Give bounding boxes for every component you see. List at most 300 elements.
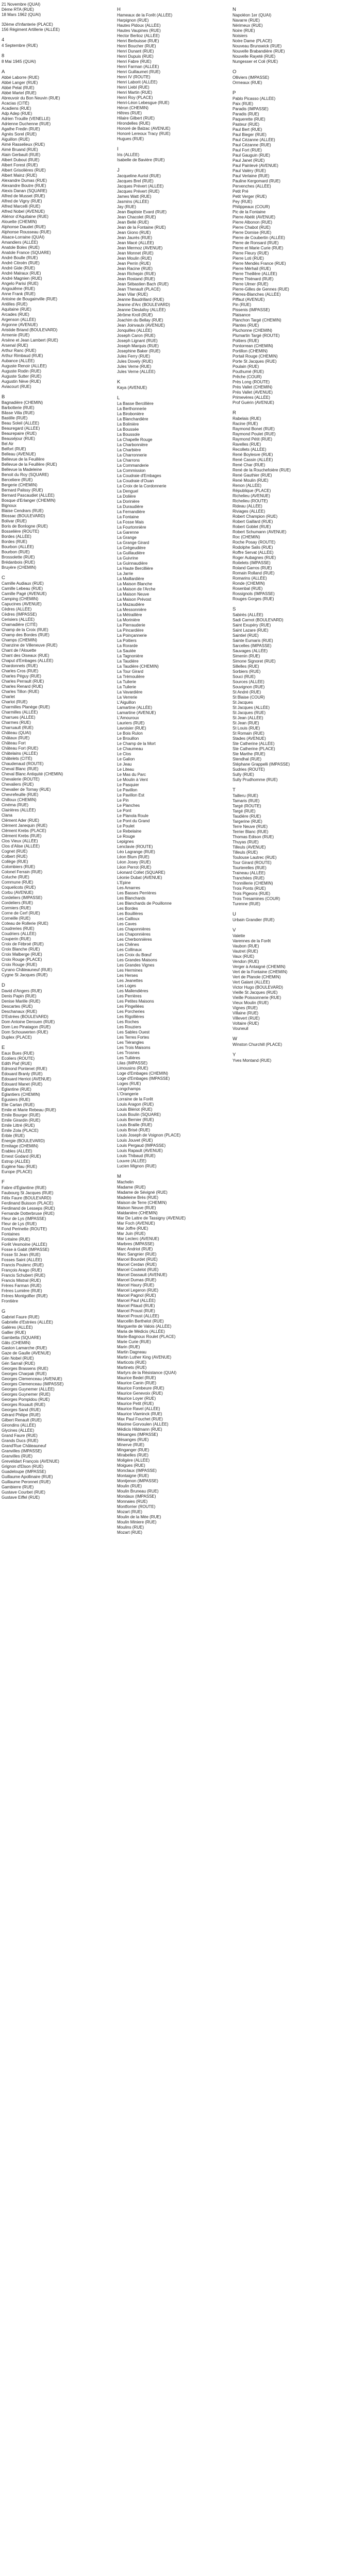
street-entry: Beau Soleil (ALLÉE) bbox=[2, 421, 39, 426]
street-entry: Madeleine Brès (RUE) bbox=[117, 1195, 159, 1200]
street-entry: Roland Garros (RUE) bbox=[233, 566, 272, 570]
street-entry: Marc Andriot (RUE) bbox=[117, 1247, 153, 1251]
section-letter-m: M bbox=[117, 1174, 121, 1179]
street-entry: Colombiers (RUE) bbox=[2, 865, 35, 869]
street-entry: La Tuilerie bbox=[117, 685, 136, 689]
street-entry: Paul Cézanne (RUE) bbox=[233, 143, 271, 147]
street-entry: Montaigne (RUE) bbox=[117, 1473, 149, 1478]
street-entry: Grands Ducs (RUE) bbox=[2, 1438, 39, 1443]
street-entry: Marcel Coutelot (RUE) bbox=[117, 1267, 159, 1272]
street-entry: Léonie Dubat (AVENUE) bbox=[117, 875, 162, 880]
street-entry: Stéphane Grappelli (IMPASSE) bbox=[233, 762, 290, 767]
street-entry: Le Rebelaine bbox=[117, 829, 142, 834]
street-entry: Jean Jaurès (RUE) bbox=[117, 235, 153, 240]
street-entry: Louis Jouvet (RUE) bbox=[117, 1138, 153, 1143]
street-entry: Rabelais (RUE) bbox=[233, 416, 261, 421]
street-entry: Le Champ de la Mort bbox=[117, 741, 156, 746]
street-entry: Aquitaine (RUE) bbox=[2, 307, 31, 312]
street-entry: Les Rouziers bbox=[117, 1025, 141, 1029]
street-entry: Fond Perinette (ROUTE) bbox=[2, 1227, 47, 1231]
street-entry: Léo Lagrange (RUE) bbox=[117, 850, 155, 854]
street-entry: La Bolinière bbox=[117, 422, 139, 427]
street-entry: Marcellin Berthelot (RUE) bbox=[117, 1319, 164, 1324]
street-entry: La Basse Bercillière bbox=[117, 401, 154, 406]
street-entry: Pierre Chabot (RUE) bbox=[233, 225, 271, 230]
street-entry: Maison Neuve (RUE) bbox=[117, 1206, 156, 1210]
street-entry: Mésanges (IMPASSE) bbox=[117, 1432, 158, 1437]
street-entry: La Pierrauderie bbox=[117, 623, 145, 628]
street-entry: Pierre-Gilles de Gennes (RUE) bbox=[233, 287, 289, 292]
street-entry: Frères Lumière (RUE) bbox=[2, 1289, 42, 1293]
street-entry: Faubourg St Jacques (RUE) bbox=[2, 1191, 54, 1195]
street-entry: Cormiers (RUE) bbox=[2, 906, 31, 910]
street-entry: Riviages (ALLÉE) bbox=[233, 509, 266, 514]
street-entry: La Charbière bbox=[117, 448, 141, 452]
street-entry: Racine (RUE) bbox=[233, 421, 258, 426]
street-entry: Moigues (RUE) bbox=[117, 1463, 145, 1468]
street-entry: Augustin Nève (RUE) bbox=[2, 379, 41, 384]
street-entry: René Char (RUE) bbox=[233, 463, 266, 467]
street-entry: Rouges Gorges (RUE) bbox=[233, 597, 274, 601]
street-entry: André Malraux (RUE) bbox=[2, 271, 41, 276]
street-entry: Bagnadière (CHEMIN) bbox=[2, 400, 43, 405]
street-entry: Henri Roy (PLACE) bbox=[117, 95, 153, 100]
street-entry: Les Chênes bbox=[117, 942, 139, 947]
street-entry: Pierre de Ronsard (RUE) bbox=[233, 241, 279, 245]
street-entry: Arsène et Jean Lambert (RUE) bbox=[2, 338, 58, 343]
street-entry: Villevert (RUE) bbox=[233, 1016, 260, 1021]
street-entry: François Arago (RUE) bbox=[2, 1268, 42, 1273]
street-entry: Montjenon (IMPASSE) bbox=[117, 1479, 158, 1483]
street-entry: Martyrs de la Résistance (QUAI) bbox=[117, 1370, 177, 1375]
street-entry: Arcades (RUE) bbox=[2, 312, 29, 317]
street-entry: Petit Pré bbox=[233, 189, 248, 194]
street-entry: Les Rigollières bbox=[117, 1014, 144, 1019]
street-entry: Clana bbox=[2, 813, 12, 818]
street-entry: Aimé Bruand (RUE) bbox=[2, 147, 38, 152]
street-entry: St Jacques bbox=[233, 700, 253, 705]
street-entry: Mozart (RUE) bbox=[117, 1510, 142, 1514]
street-entry: Commune (RUE) bbox=[2, 880, 34, 885]
street-entry: Bellevue de la Feuillère bbox=[2, 457, 45, 462]
street-entry: Paul Gauguin (RUE) bbox=[233, 153, 270, 158]
street-entry: 156 Régiment Artillerie (ALLÉE) bbox=[2, 27, 60, 32]
street-entry: Louis Joseph de Voignon (PLACE) bbox=[117, 1133, 181, 1138]
street-entry: La Maison Neuve bbox=[117, 592, 150, 597]
street-entry: L'Orangerie bbox=[117, 1092, 139, 1096]
street-entry: Marcel Pitaud (RUE) bbox=[117, 1303, 155, 1308]
street-entry: Guadeloupe (IMPASSE) bbox=[2, 1469, 46, 1474]
street-entry: Noire (RUE) bbox=[233, 28, 255, 33]
street-entry: Chant de l'Alouette bbox=[2, 648, 37, 653]
street-entry: Champ des Bordes (RUE) bbox=[2, 633, 49, 637]
street-entry: Fosses Saint (ALLÉE) bbox=[2, 1258, 42, 1262]
street-entry: Gén Nobel (RUE) bbox=[2, 1356, 34, 1361]
street-entry: Jacques Brel (RUE) bbox=[117, 179, 154, 183]
street-entry: Fleur de Lys (RUE) bbox=[2, 1222, 37, 1226]
street-entry: Frères Farman (RUE) bbox=[2, 1283, 42, 1288]
street-entry: Brédanbois (RUE) bbox=[2, 560, 35, 565]
street-entry: 32ème d'Infanterie (PLACE) bbox=[2, 22, 53, 27]
street-entry: Marc Sangnier (RUE) bbox=[117, 1252, 157, 1257]
street-entry: Angoulême (RUE) bbox=[2, 286, 35, 291]
street-entry: Jules Dovely (RUE) bbox=[117, 359, 153, 364]
street-entry: Prêche (COUR) bbox=[233, 375, 262, 379]
street-entry: Hameaux de la Forêt (ALLÉE) bbox=[117, 13, 173, 18]
street-entry: Bernard Palissy (RUE) bbox=[2, 488, 43, 493]
street-entry: Pierre Albonon (RUE) bbox=[233, 220, 272, 225]
street-entry: Fontaines bbox=[2, 1232, 20, 1236]
street-entry: Maldanière (CHEMIN) bbox=[117, 1211, 158, 1215]
street-entry: Charles Péguy (RUE) bbox=[2, 674, 41, 679]
street-entry: Poulain (RUE) bbox=[233, 364, 259, 369]
street-entry: Guillaume Peronnet (RUE) bbox=[2, 1480, 51, 1484]
street-entry: Renon (ALLÉE) bbox=[233, 483, 262, 488]
street-entry: Les Roches bbox=[117, 1020, 139, 1024]
street-entry: Le Planola Roule bbox=[117, 814, 148, 818]
street-entry: Marcel Dassault (AVENUE) bbox=[117, 1273, 168, 1277]
street-entry: Jean Perrin (RUE) bbox=[117, 261, 151, 266]
street-entry: Mozart (RUE) bbox=[117, 1530, 142, 1535]
street-entry: Urbain Grandier (RUE) bbox=[233, 918, 275, 922]
street-entry: Le Pont du Grand bbox=[117, 819, 150, 823]
street-entry: Jacques Prévert (ALLÉE) bbox=[117, 184, 164, 189]
street-entry: Édouard Branly (RUE) bbox=[2, 1072, 43, 1076]
street-entry: La Poitiers bbox=[117, 638, 137, 643]
street-entry: Maison de Terre (CHEMIN) bbox=[117, 1200, 167, 1205]
street-entry: Rideau (ALLÉE) bbox=[233, 504, 262, 509]
section-letter-d: D bbox=[2, 982, 5, 988]
street-entry: Gaston Lamarche (RUE) bbox=[2, 1346, 47, 1350]
street-entry: René Cassin (ALLÉE) bbox=[233, 457, 273, 462]
street-entry: Antilles (RUE) bbox=[2, 302, 28, 307]
street-entry: Lamartine (AVENUE) bbox=[117, 710, 156, 715]
street-entry: Roc (CHEMIN) bbox=[233, 535, 260, 539]
street-entry: Voltaire (RUE) bbox=[233, 1021, 259, 1026]
street-entry: Emile et Marie Rebeau (RUE) bbox=[2, 1108, 56, 1112]
street-entry: Roffre Servat (ALLÉE) bbox=[233, 550, 274, 555]
street-entry: 8 Mai 1945 (QUAI) bbox=[2, 59, 36, 64]
street-entry: Cheval Blanc Antiquité (CHEMIN) bbox=[2, 772, 63, 776]
street-entry: La Sautée bbox=[117, 649, 136, 653]
street-entry: Dème RTA (RUE) bbox=[2, 7, 34, 12]
street-entry: Robert Goblet (RUE) bbox=[233, 524, 271, 529]
street-entry: Château (QUAI) bbox=[2, 731, 31, 735]
street-entry: Plumartin Targé (ROUTE) bbox=[233, 333, 280, 338]
street-entry: Lamartine (ALLÉE) bbox=[117, 705, 153, 710]
street-entry: La Denguel bbox=[117, 489, 138, 494]
street-entry: Blossac (BOULEVARD) bbox=[2, 514, 45, 518]
street-entry: La Fourtonnière bbox=[117, 525, 146, 530]
street-entry: Jean Mermoz (AVENUE) bbox=[117, 246, 163, 250]
street-entry: Les Cailloux bbox=[117, 917, 140, 921]
street-entry: Planchon Targé (CHEMIN) bbox=[233, 318, 281, 323]
street-entry: St Jacques (ALLÉE) bbox=[233, 705, 270, 710]
street-entry: Vendon (RUE) bbox=[233, 959, 259, 964]
street-entry: Abbé Martel (RUE) bbox=[2, 91, 37, 95]
street-entry: Jules Ferry (RUE) bbox=[117, 354, 151, 359]
street-entry: Portillon (CHEMIN) bbox=[233, 349, 268, 353]
street-entry: Pierre Theillère (ALLÉE) bbox=[233, 272, 277, 276]
street-entry: Ormeaux (RUE) bbox=[233, 80, 262, 85]
street-entry: Toulouse Lautrec (RUE) bbox=[233, 855, 277, 860]
street-entry: Les Petites Maisons bbox=[117, 999, 154, 1004]
street-entry: Marcel Pagnol (RUE) bbox=[117, 1293, 156, 1298]
street-entry: Jean Sébastien Bach (RUE) bbox=[117, 282, 169, 286]
street-entry: Émile Zola (PLACE) bbox=[2, 1128, 39, 1133]
street-entry: Acacias (CITÉ) bbox=[2, 101, 29, 106]
street-entry: Hilaire Gilbert (RUE) bbox=[117, 116, 155, 121]
street-entry: Vert de Planole (CHEMIN) bbox=[233, 975, 281, 979]
street-entry: Martin Dagneau bbox=[117, 1350, 146, 1354]
street-entry: Charles Cros (RUE) bbox=[2, 669, 39, 673]
street-entry: La Guinnaudière bbox=[117, 561, 148, 566]
street-entry: Brossolette (RUE) bbox=[2, 555, 35, 560]
street-entry: Le Galion bbox=[117, 757, 135, 761]
street-entry: Les Chaponnières bbox=[117, 927, 151, 931]
street-entry: Cerisiers (ALLÉE) bbox=[2, 617, 35, 622]
section-letter-f: F bbox=[2, 1179, 5, 1185]
street-entry: Paul Bieger (RUE) bbox=[233, 132, 267, 137]
street-entry: Moulin (RUE) bbox=[117, 1484, 142, 1488]
street-entry: Jean Richepin (RUE) bbox=[117, 272, 156, 276]
section-letter-e: E bbox=[2, 1045, 5, 1050]
street-entry: James Watt (RUE) bbox=[117, 194, 152, 199]
street-entry: Chant des Oiseaux (RUE) bbox=[2, 653, 49, 658]
street-entry: Raymond Bonet (RUE) bbox=[233, 427, 275, 431]
street-entry: Auguste Sutter (RUE) bbox=[2, 374, 42, 379]
street-entry: Champs (CHEMIN) bbox=[2, 638, 37, 642]
street-entry: Galères (ALLÉE) bbox=[2, 1325, 33, 1330]
street-entry: Lavoisier (RUE) bbox=[117, 726, 146, 731]
street-entry: Les Chaponnières bbox=[117, 932, 151, 937]
street-entry: Marticots (RUE) bbox=[117, 1360, 146, 1365]
street-entry: Armenie (RUE) bbox=[2, 333, 30, 337]
street-entry: Le Clos bbox=[117, 752, 131, 756]
street-entry: Cordeliers (RUE) bbox=[2, 901, 33, 905]
street-entry: Alouette (CHEMIN) bbox=[2, 219, 37, 224]
street-entry: Tour Girard (ROUTE) bbox=[233, 860, 272, 865]
street-entry: Marbres (IMPASSE) bbox=[117, 1242, 154, 1246]
street-entry: Les Mallendières bbox=[117, 989, 148, 993]
street-entry: Fosse St Jean (RUE) bbox=[2, 1252, 41, 1257]
street-entry: Château Fort (RUE) bbox=[2, 746, 39, 751]
street-entry: Beaurepaire (RUE) bbox=[2, 431, 37, 436]
street-entry: Lilas (IMPASSE) bbox=[117, 1061, 147, 1065]
street-entry: Olliviers (IMPASSE) bbox=[233, 75, 269, 80]
street-entry: Pierre Mendès France (RUE) bbox=[233, 261, 286, 266]
street-entry: Henri Guillaumet (RUE) bbox=[117, 70, 161, 74]
street-entry: Pin (RUE) bbox=[233, 302, 252, 307]
section-letter-h: H bbox=[117, 7, 121, 12]
street-entry: Jean Rostand (RUE) bbox=[117, 277, 155, 281]
street-entry: Bordes (ALLÉE) bbox=[2, 534, 31, 539]
street-entry: Boris de Bonlogne (RUE) bbox=[2, 524, 48, 529]
street-entry: Clément Ader (RUE) bbox=[2, 818, 39, 823]
street-entry: Sarcelles (IMPASSE) bbox=[233, 643, 272, 648]
index-column-right bbox=[233, 2, 346, 1063]
street-entry: Hector Berlioz (ALLÉE) bbox=[117, 33, 160, 38]
street-entry: Nouveau Brunswick (RUE) bbox=[233, 44, 282, 48]
street-entry: L'Epine bbox=[117, 880, 131, 885]
street-entry: Maxime Gorvoulen (ALLÉE) bbox=[117, 1422, 169, 1427]
street-entry: Paul Valéry (RUE) bbox=[233, 168, 266, 173]
street-entry: Hêtres (RUE) bbox=[117, 111, 142, 115]
street-entry: Le Pont bbox=[117, 808, 131, 813]
street-entry: Camille Audiaux (RUE) bbox=[2, 581, 44, 586]
street-entry: Clos Vieux (ALLÉE) bbox=[2, 839, 38, 843]
street-entry: Denis Papin (RUE) bbox=[2, 994, 37, 998]
street-entry: Moulin de la Mée (RUE) bbox=[117, 1515, 161, 1519]
street-entry: Pierre de Coubertin (ALLÉE) bbox=[233, 235, 285, 240]
street-entry: La Haute Bercillière bbox=[117, 566, 153, 571]
street-entry: Ermitage (CHEMIN) bbox=[2, 1144, 39, 1148]
street-entry: Jean Racine (RUE) bbox=[117, 266, 153, 271]
street-entry: Richelieu (ROUTE) bbox=[233, 499, 268, 503]
street-entry: Max Paul Fouchet (RUE) bbox=[117, 1417, 163, 1421]
street-entry: Champ de la Croix (RUE) bbox=[2, 628, 48, 632]
street-entry: Le Bois Rulon bbox=[117, 731, 143, 736]
street-entry: Cognet (RUE) bbox=[2, 849, 28, 854]
street-entry: La Métraillère bbox=[117, 613, 142, 617]
street-entry: Alexandre Boutre (RUE) bbox=[2, 183, 46, 188]
street-entry: Vieille Poissonnerie (RUE) bbox=[233, 995, 281, 1000]
street-entry: Clément Janequin (RUE) bbox=[2, 823, 47, 828]
street-entry: Targé (ROUTE) bbox=[233, 804, 261, 808]
street-entry: Charles Renard (RUE) bbox=[2, 684, 43, 689]
street-entry: Terrier Blanc (RUE) bbox=[233, 829, 269, 834]
street-entry: Vieux Moulin (RUE) bbox=[233, 1001, 269, 1005]
street-entry: Chevalier de Tornay (RUE) bbox=[2, 787, 51, 792]
street-entry: Marcel Dumas (RUE) bbox=[117, 1278, 157, 1282]
street-entry: Corneille (RUE) bbox=[2, 916, 31, 921]
street-entry: Bâsse Villa (RUE) bbox=[2, 411, 35, 415]
street-entry: Pierre Ulmer (RUE) bbox=[233, 282, 269, 286]
street-entry: Edith Piaf (RUE) bbox=[2, 1061, 32, 1066]
street-entry: Monnaies (RUE) bbox=[117, 1499, 148, 1504]
street-entry: Henri-Léon Lebesgue (RUE) bbox=[117, 100, 170, 105]
street-entry: Le Planches bbox=[117, 803, 140, 808]
street-entry: Prof Guérin (AVENUE) bbox=[233, 400, 274, 405]
street-entry: Les Herses bbox=[117, 973, 138, 978]
street-entry: Sauvages (ALLÉE) bbox=[233, 649, 268, 653]
street-entry: Lauriers (RUE) bbox=[117, 721, 145, 725]
street-entry: Monclaux (IMPASSE) bbox=[117, 1468, 157, 1473]
street-entry: Targé (RUE) bbox=[233, 809, 256, 814]
street-entry: Hautes Vaupines (RUE) bbox=[117, 28, 161, 33]
street-entry: Moulin Bruneau (RUE) bbox=[117, 1489, 159, 1494]
street-entry: Martinets (RUE) bbox=[117, 1365, 147, 1370]
street-entry: Recollets (ALLÉE) bbox=[233, 447, 267, 452]
street-entry: Alexis Danan (SQUARE) bbox=[2, 189, 47, 193]
street-entry: Piffaut (AVENUE) bbox=[233, 297, 265, 302]
street-entry: Abbé Langer (RUE) bbox=[2, 80, 38, 85]
street-entry: Roche Posay (ROUTE) bbox=[233, 540, 276, 545]
street-entry: Marcel Haury (RUE) bbox=[117, 1283, 155, 1287]
street-entry: La Duraudière bbox=[117, 504, 143, 509]
street-entry: Marie-Bagnoux Roulet (PLACE) bbox=[117, 1334, 176, 1339]
street-entry: Grand Faure (RUE) bbox=[2, 1433, 38, 1438]
street-entry: Pasteur (RUE) bbox=[233, 122, 260, 127]
street-entry: Pontorrean (CHEMIN) bbox=[233, 344, 273, 348]
street-entry: Pouthumé (RUE) bbox=[233, 369, 264, 374]
section-letter-s: S bbox=[233, 606, 236, 612]
street-entry: Pierre Thiénard (RUE) bbox=[233, 277, 274, 281]
street-entry: Les Terres Fortes bbox=[117, 1035, 150, 1040]
street-entry: La Fernandière bbox=[117, 510, 145, 514]
street-entry: Louis Blériot (RUE) bbox=[117, 1107, 153, 1112]
street-entry: Machelin bbox=[117, 1180, 134, 1184]
street-entry: Harpignon (RUE) bbox=[117, 18, 149, 23]
street-entry: Sadi Carnot (BOULEVARD) bbox=[233, 618, 284, 622]
street-entry: Argonne (AVENUE) bbox=[2, 323, 38, 327]
street-entry: Pierre Loti (RUE) bbox=[233, 256, 264, 261]
street-entry: Europe (PLACE) bbox=[2, 1170, 32, 1174]
street-entry: Médicis Hildmann (RUE) bbox=[117, 1427, 162, 1432]
street-entry: Sudries (ROUTE) bbox=[233, 767, 265, 772]
street-entry: Mar Juin (RUE) bbox=[117, 1231, 146, 1236]
street-entry: La Commanderie bbox=[117, 463, 149, 468]
street-entry: Le Moulin à Vent bbox=[117, 777, 148, 782]
street-entry: Cèdres (IMPASSE) bbox=[2, 612, 37, 617]
street-entry: Gilbert Renault (RUE) bbox=[2, 1418, 42, 1422]
street-entry: La Chapelle Rouge bbox=[117, 437, 153, 442]
street-entry: Romain Rolland (RUE) bbox=[233, 571, 275, 575]
street-entry: Beauregard (ALLÉE) bbox=[2, 426, 40, 431]
street-entry: Sully (RUE) bbox=[233, 772, 254, 777]
street-entry: Ernest Godard (RUE) bbox=[2, 1154, 41, 1159]
street-entry: Primevères (ALLÉE) bbox=[233, 395, 270, 400]
street-entry: Chardonnets (RUE) bbox=[2, 664, 38, 668]
street-entry: Croix de Fébroé (RUE) bbox=[2, 942, 44, 946]
street-entry: Pissenis (IMPASSE) bbox=[233, 308, 270, 312]
street-entry: La Charronnerie bbox=[117, 453, 147, 457]
street-entry: Les Porcheries bbox=[117, 1009, 145, 1014]
street-entry: Bellevue la Madeleine bbox=[2, 467, 42, 472]
street-entry: Paradis (RUE) bbox=[233, 112, 259, 116]
street-entry: Minganger (RUE) bbox=[117, 1448, 150, 1452]
street-entry: Tilleuls (RUE) bbox=[233, 850, 258, 855]
street-entry: Aviacourt (RUE) bbox=[2, 384, 31, 389]
street-entry: Les Grandes Maisons bbox=[117, 958, 157, 962]
street-entry: Anatole France (SQUARE) bbox=[2, 250, 51, 255]
street-entry: Tourterelles (RUE) bbox=[233, 866, 267, 870]
street-entry: Jules Verne (RUE) bbox=[117, 364, 152, 369]
street-entry: Énergie (BOULEVARD) bbox=[2, 1139, 45, 1143]
street-entry: Moulin Miniere (RUE) bbox=[117, 1520, 157, 1524]
street-entry: Les Blanchards de Pouillonne bbox=[117, 901, 172, 906]
street-entry: Jean Bellé (RUE) bbox=[117, 220, 149, 225]
street-entry: La Coudraie d'Embages bbox=[117, 473, 161, 478]
street-entry: Ste Catherine (PLACE) bbox=[233, 747, 275, 751]
street-entry: Raymond Pétit (RUE) bbox=[233, 437, 272, 442]
street-entry: Bruyère (CHEMIN) bbox=[2, 565, 37, 570]
street-entry: Les Bordes bbox=[117, 906, 138, 911]
street-entry: Petit Verger (RUE) bbox=[233, 194, 267, 199]
street-entry: Jean Vilar (RUE) bbox=[117, 292, 148, 297]
street-entry: Gustave Courbet (RUE) bbox=[2, 1490, 45, 1495]
street-entry: Francis Mistral (RUE) bbox=[2, 1278, 41, 1283]
street-entry: Bignoux bbox=[2, 503, 16, 508]
street-entry: Henri Berbuisse (RUE) bbox=[117, 39, 159, 43]
street-entry: Moligère (ALLÉE) bbox=[117, 1458, 150, 1463]
street-entry: Fabre d'Églantine (RUE) bbox=[2, 1185, 46, 1190]
street-entry: Chevalerie (ROUTE) bbox=[2, 777, 40, 782]
street-entry: Henri Fabre (RUE) bbox=[117, 59, 152, 64]
street-entry: Albert Grisolières (RUE) bbox=[2, 168, 46, 173]
street-entry: Joseph Lignant (RUE) bbox=[117, 338, 158, 343]
street-entry: Anatole Bolex (RUE) bbox=[2, 245, 40, 250]
